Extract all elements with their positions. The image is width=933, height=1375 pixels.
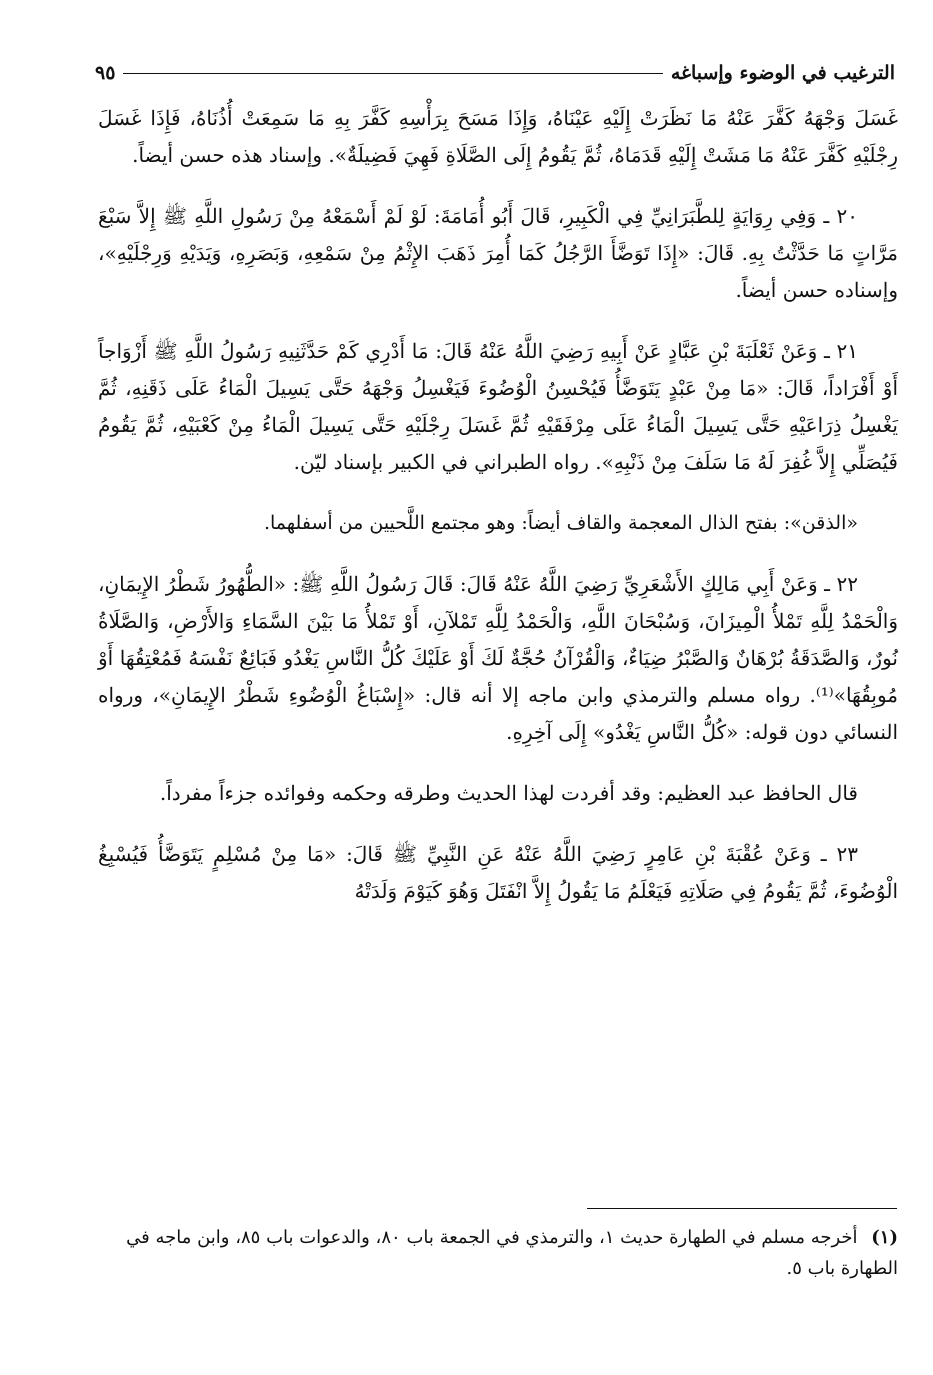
- footnote: [98, 1222, 898, 1284]
- hadith-21: ٢١ ـ وَعَنْ ثَعْلَبَةَ بْنِ عَبَّادٍ عَنْ أَبِيهِ رَضِيَ اللَّهُ عَنْهُ قَالَ: مَا أَدْرِي كَمْ حَدَّثَنِيهِ رَسُولُ اللَّهِ ﷺ أَزْوَاجاً أَوْ أَفْرَاداً، قَالَ: «مَا مِنْ عَبْدٍ يَتَوَضَّأُ فَيُحْسِنُ الْوُضُوءَ فَيَغْسِلُ وَجْهَهُ حَتَّى يَسِيلَ الْمَاءُ عَلَى ذَقَنِهِ، ثُمَّ يَغْسِلُ ذِرَاعَيْهِ حَتَّى يَسِيلَ الْمَاءُ عَلَى مِرْفَقَيْهِ ثُمَّ غَسَلَ رِجْلَيْهِ حَتَّى يَسِيلَ الْمَاءُ مِنْ كَعْبَيْهِ، ثُمَّ يَقُومُ فَيُصَلِّي إِلاَّ غُفِرَ لَهُ مَا سَلَفَ مِنْ ذَنْبِهِ». رواه الطبراني في الكبير بإسناد ليّن.: [98, 339, 898, 474]
- paragraph-continuation: غَسَلَ وَجْهَهُ كَفَّرَ عَنْهُ مَا نَظَرَتْ إِلَيْهِ عَيْنَاهُ، وَإِذَا مَسَحَ بِرَأْسِهِ كَفَّرَ بِهِ مَا سَمِعَتْ أُذُنَاهُ، فَإِذَا غَسَلَ رِجْلَيْهِ كَفَّرَ عَنْهُ مَا مَشَتْ إِلَيْهِ قَدَمَاهُ، ثُمَّ يَقُومُ إِلَى الصَّلَاةِ فَهِيَ فَضِيلَةٌ». وإسناد هذه حسن أيضاً.: [98, 106, 898, 167]
- editor-note: قال الحافظ عبد العظيم: وقد أفردت لهذا الحديث وطرقه وحكمه وفوائده جزءاً مفرداً.: [159, 781, 858, 805]
- footnote-rule: [587, 1208, 897, 1209]
- running-header: [95, 58, 895, 88]
- chapter-title: الترغيب في الوضوء وإسباغه: [670, 62, 895, 84]
- hadith-22: ٢٢ ـ وَعَنْ أَبِي مَالِكٍ الأَشْعَرِيِّ رَضِيَ اللَّهُ عَنْهُ قَالَ: قَالَ رَسُولُ اللَّهِ ﷺ: «الطُّهُورُ شَطْرُ الإِيمَانِ، وَالْحَمْدُ لِلَّهِ تَمْلأُ الْمِيزَانَ، وَسُبْحَانَ اللَّهِ، وَالْحَمْدُ لِلَّهِ تَمْلآنِ، أَوْ تَمْلأُ مَا بَيْنَ السَّمَاءِ وَالأَرْضِ، وَالصَّلَاةُ نُورٌ، وَالصَّدَقَةُ بُرْهَانٌ وَالصَّبْرُ ضِيَاءٌ، وَالْقُرْآنُ حُجَّةٌ لَكَ أَوْ عَلَيْكَ كُلُّ النَّاسِ يَغْدُو فَبَائِعٌ نَفْسَهُ فَمُعْتِقُهَا أَوْ مُوبِقُهَا»⁽¹⁾. رواه مسلم والترمذي وابن ماجه إلا أنه قال: «إِسْبَاغُ الْوُضُوءِ شَطْرُ الإِيمَانِ»، ورواه النسائي دون قوله: «كُلُّ النَّاسِ يَغْدُو» إِلَى آخِرِهِ.: [98, 572, 898, 744]
- footnote-number: (١): [871, 1227, 898, 1248]
- hadith-23: ٢٣ ـ وَعَنْ عُقْبَةَ بْنِ عَامِرٍ رَضِيَ اللَّهُ عَنْهُ عَنِ النَّبِيِّ ﷺ قَالَ: «مَا مِنْ مُسْلِمٍ يَتَوَضَّأُ فَيُسْبِغُ الْوُضُوءَ، ثُمَّ يَقُومُ فِي صَلَاتِهِ فَيَعْلَمُ مَا يَقُولُ إِلاَّ انْفَتَلَ وَهُوَ كَيَوْمَ وَلَدَتْهُ: [98, 842, 898, 903]
- page-number: ٩٥: [95, 62, 116, 84]
- header-rule: [123, 73, 662, 74]
- hadith-20: ٢٠ ـ وَفِي رِوَايَةٍ لِلطَّبَرَانِيِّ فِي الْكَبِيرِ، قَالَ أَبُو أُمَامَةَ: لَوْ لَمْ أَسْمَعْهُ مِنْ رَسُولِ اللَّهِ ﷺ إِلاَّ سَبْعَ مَرَّاتٍ مَا حَدَّثْتُ بِهِ. قَالَ: «إِذَا تَوَضَّأَ الرَّجُلُ كَمَا أُمِرَ ذَهَبَ الإِثْمُ مِنْ سَمْعِهِ، وَبَصَرِهِ، وَيَدَيْهِ وَرِجْلَيْهِ»، وإسناده حسن أيضاً.: [98, 204, 898, 302]
- footnote-text: أخرجه مسلم في الطهارة حديث ١، والترمذي في الجمعة باب ٨٠، والدعوات باب ٨٥، وابن ماجه في الطهارة باب ٥.: [126, 1227, 898, 1279]
- word-gloss: «الذقن»: بفتح الذال المعجمة والقاف أيضاً: وهو مجتمع اللَّحيين من أسفلهما.: [263, 512, 858, 534]
- page-body: [98, 100, 898, 934]
